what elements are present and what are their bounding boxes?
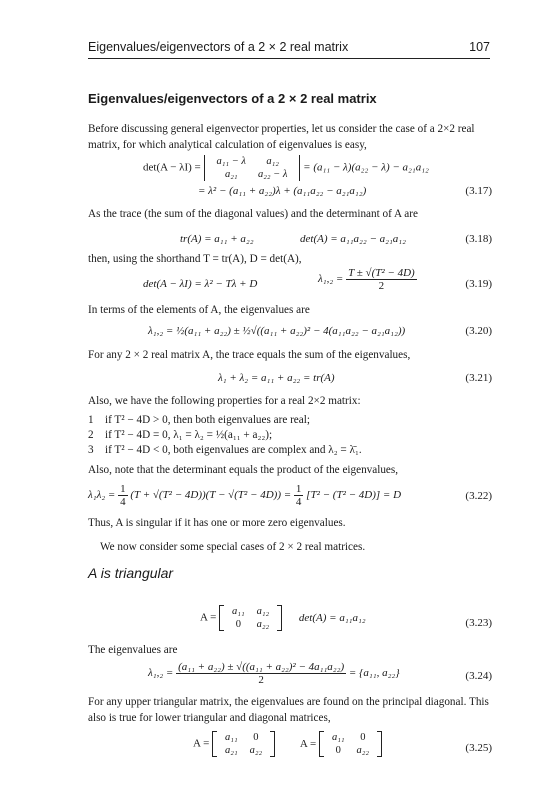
running-header <box>88 40 490 54</box>
paragraph-trace-sum: For any 2 × 2 real matrix A, the trace equals the sum of the eigenvalues, <box>88 349 411 361</box>
numerator: 1 <box>295 483 302 495</box>
equation-3-20: λ₁,₂ = ½(a₁₁ + a₂₂) ± ½√((a₁₁ + a₂₂)² − 4(a₁₁a₂₂ − a₂₁a₁₂)) <box>148 325 406 337</box>
paragraph-intro <box>88 121 492 153</box>
matrix-cell: a₂₂ <box>256 619 270 630</box>
eq-lhs: A = <box>193 737 210 750</box>
equation-3-22 <box>88 483 401 508</box>
fraction <box>118 483 128 508</box>
header-rule <box>88 58 490 59</box>
page-number: 107 <box>469 40 490 54</box>
list-text: if T² − 4D = 0, λ₁ = λ₂ = ½(a₁₁ + a₂₂); <box>105 429 273 441</box>
matrix-cell: a₁₂ <box>266 156 279 167</box>
matrix-cell: a₁₁ − λ <box>216 156 246 167</box>
eq-rhs: = {a₁₁, a₂₂} <box>348 667 400 680</box>
text-line: For any upper triangular matrix, the eigenvalues are found on the principal diagonal. This <box>88 696 489 708</box>
eq-rhs: [T² − (T² − 4D)] = D <box>306 489 402 502</box>
list-item <box>88 413 492 428</box>
section-title: Eigenvalues/eigenvectors of a 2 × 2 real matrix <box>88 91 377 106</box>
numerator: 1 <box>120 483 126 495</box>
list-text: if T² − 4D > 0, then both eigenvalues are real; <box>105 414 310 426</box>
matrix <box>219 605 282 631</box>
denominator: 4 <box>120 496 126 508</box>
paragraph-elements: In terms of the elements of A, the eigenvalues are <box>88 304 310 316</box>
eq-lhs: λ₁λ₂ = <box>88 489 116 502</box>
list-label: 1 <box>88 414 94 426</box>
list-label: 3 <box>88 444 94 456</box>
paragraph-shorthand: then, using the shorthand T = tr(A), D = det(A), <box>88 253 302 265</box>
matrix-cell: a₂₂ <box>356 745 370 756</box>
list-item <box>88 443 492 458</box>
paragraph-triangular <box>88 694 492 726</box>
eq-lhs: A = <box>200 611 217 624</box>
paragraph-singular: Thus, A is singular if it has one or more zero eigenvalues. <box>88 517 346 529</box>
eq-lhs: det(A − λI) = <box>143 161 201 174</box>
equation-number: (3.25) <box>465 742 492 754</box>
matrix-cell: 0 <box>235 619 241 630</box>
equation-3-17-line1 <box>143 155 429 181</box>
numerator: (a₁₁ + a₂₂) ± √((a₁₁ + a₂₂)² − 4a₁₁a₂₂) <box>178 661 345 673</box>
matrix-cell: a₂₁ <box>225 745 238 756</box>
equation-number: (3.22) <box>465 490 492 502</box>
equation-3-17-line2: = λ² − (a₁₁ + a₂₂)λ + (a₁₁a₂₂ − a₂₁a₁₂) <box>198 185 367 197</box>
subsection-title: A is triangular <box>88 565 174 581</box>
paragraph-trace: As the trace (the sum of the diagonal values) and the determinant of A are <box>88 208 418 220</box>
eq-mid: (T + √(T² − 4D))(T − √(T² − 4D)) = <box>130 489 292 502</box>
fraction <box>294 483 304 508</box>
fraction <box>176 661 346 686</box>
text-line: also is true for lower triangular and diagonal matrices, <box>88 712 331 724</box>
text-line: Before discussing general eigenvector properties, let us consider the case of a 2×2 real <box>88 123 475 135</box>
denominator: 2 <box>258 674 264 686</box>
paragraph-special-cases: We now consider some special cases of 2 × 2 real matrices. <box>100 541 366 553</box>
matrix-cell: a₁₁ <box>232 606 245 617</box>
paragraph-properties: Also, we have the following properties for a real 2×2 matrix: <box>88 395 361 407</box>
paragraph-determinant: Also, note that the determinant equals the product of the eigenvalues, <box>88 464 399 476</box>
matrix-cell: a₁₂ <box>256 606 270 617</box>
text-line: matrix, for which analytical calculation of eigenvalues is easy, <box>88 139 367 151</box>
matrix-cell: 0 <box>335 745 341 756</box>
eq-rhs: det(A) = a₁₁a₁₂ <box>298 611 366 624</box>
equation-3-19a: det(A − λI) = λ² − Tλ + D <box>143 278 258 290</box>
eq-lhs: A = <box>299 737 317 750</box>
matrix-cell: a₂₁ <box>224 169 238 180</box>
equation-3-23 <box>200 605 366 631</box>
equation-number: (3.24) <box>465 670 492 682</box>
equation-number: (3.23) <box>465 617 492 629</box>
matrix-cell: 0 <box>253 732 259 743</box>
denominator: 2 <box>378 280 385 292</box>
equation-number: (3.19) <box>465 278 492 290</box>
matrix <box>212 731 275 757</box>
list-text: if T² − 4D < 0, both eigenvalues are complex and λ₂ = λ̄₁. <box>105 444 362 456</box>
denominator: 4 <box>295 496 302 508</box>
numerator: T ± √(T² − 4D) <box>348 267 415 279</box>
equation-number: (3.18) <box>465 233 492 245</box>
equation-3-24 <box>148 661 400 686</box>
equation-number: (3.17) <box>465 185 492 197</box>
equation-3-25 <box>193 731 382 757</box>
list-item <box>88 428 492 443</box>
eq-lhs: λ₁,₂ = <box>148 667 174 680</box>
determinant-matrix <box>204 155 301 181</box>
running-title: Eigenvalues/eigenvectors of a 2 × 2 real matrix <box>88 40 349 54</box>
matrix-cell: a₁₁ <box>331 732 345 743</box>
matrix-cell: a₁₁ <box>225 732 238 743</box>
equation-number: (3.21) <box>465 372 492 384</box>
equation-3-18b: det(A) = a₁₁a₂₂ − a₂₁a₁₂ <box>300 233 406 245</box>
equation-number: (3.20) <box>465 325 492 337</box>
matrix-cell: 0 <box>360 732 366 743</box>
matrix-cell: a₂₂ − λ <box>257 169 288 180</box>
equation-3-18a: tr(A) = a₁₁ + a₂₂ <box>180 233 254 245</box>
paragraph-eigenvalues: The eigenvalues are <box>88 644 178 656</box>
eq-rhs: = (a₁₁ − λ)(a₂₂ − λ) − a₂₁a₁₂ <box>303 161 429 174</box>
equation-3-19b <box>318 267 417 292</box>
equation-3-21: λ₁ + λ₂ = a₁₁ + a₂₂ = tr(A) <box>218 372 335 384</box>
fraction <box>346 267 417 292</box>
matrix-cell: a₂₂ <box>249 745 263 756</box>
properties-list <box>88 413 492 458</box>
eq-lhs: λ₁,₂ = <box>318 273 344 286</box>
list-label: 2 <box>88 429 94 441</box>
matrix <box>319 731 382 757</box>
